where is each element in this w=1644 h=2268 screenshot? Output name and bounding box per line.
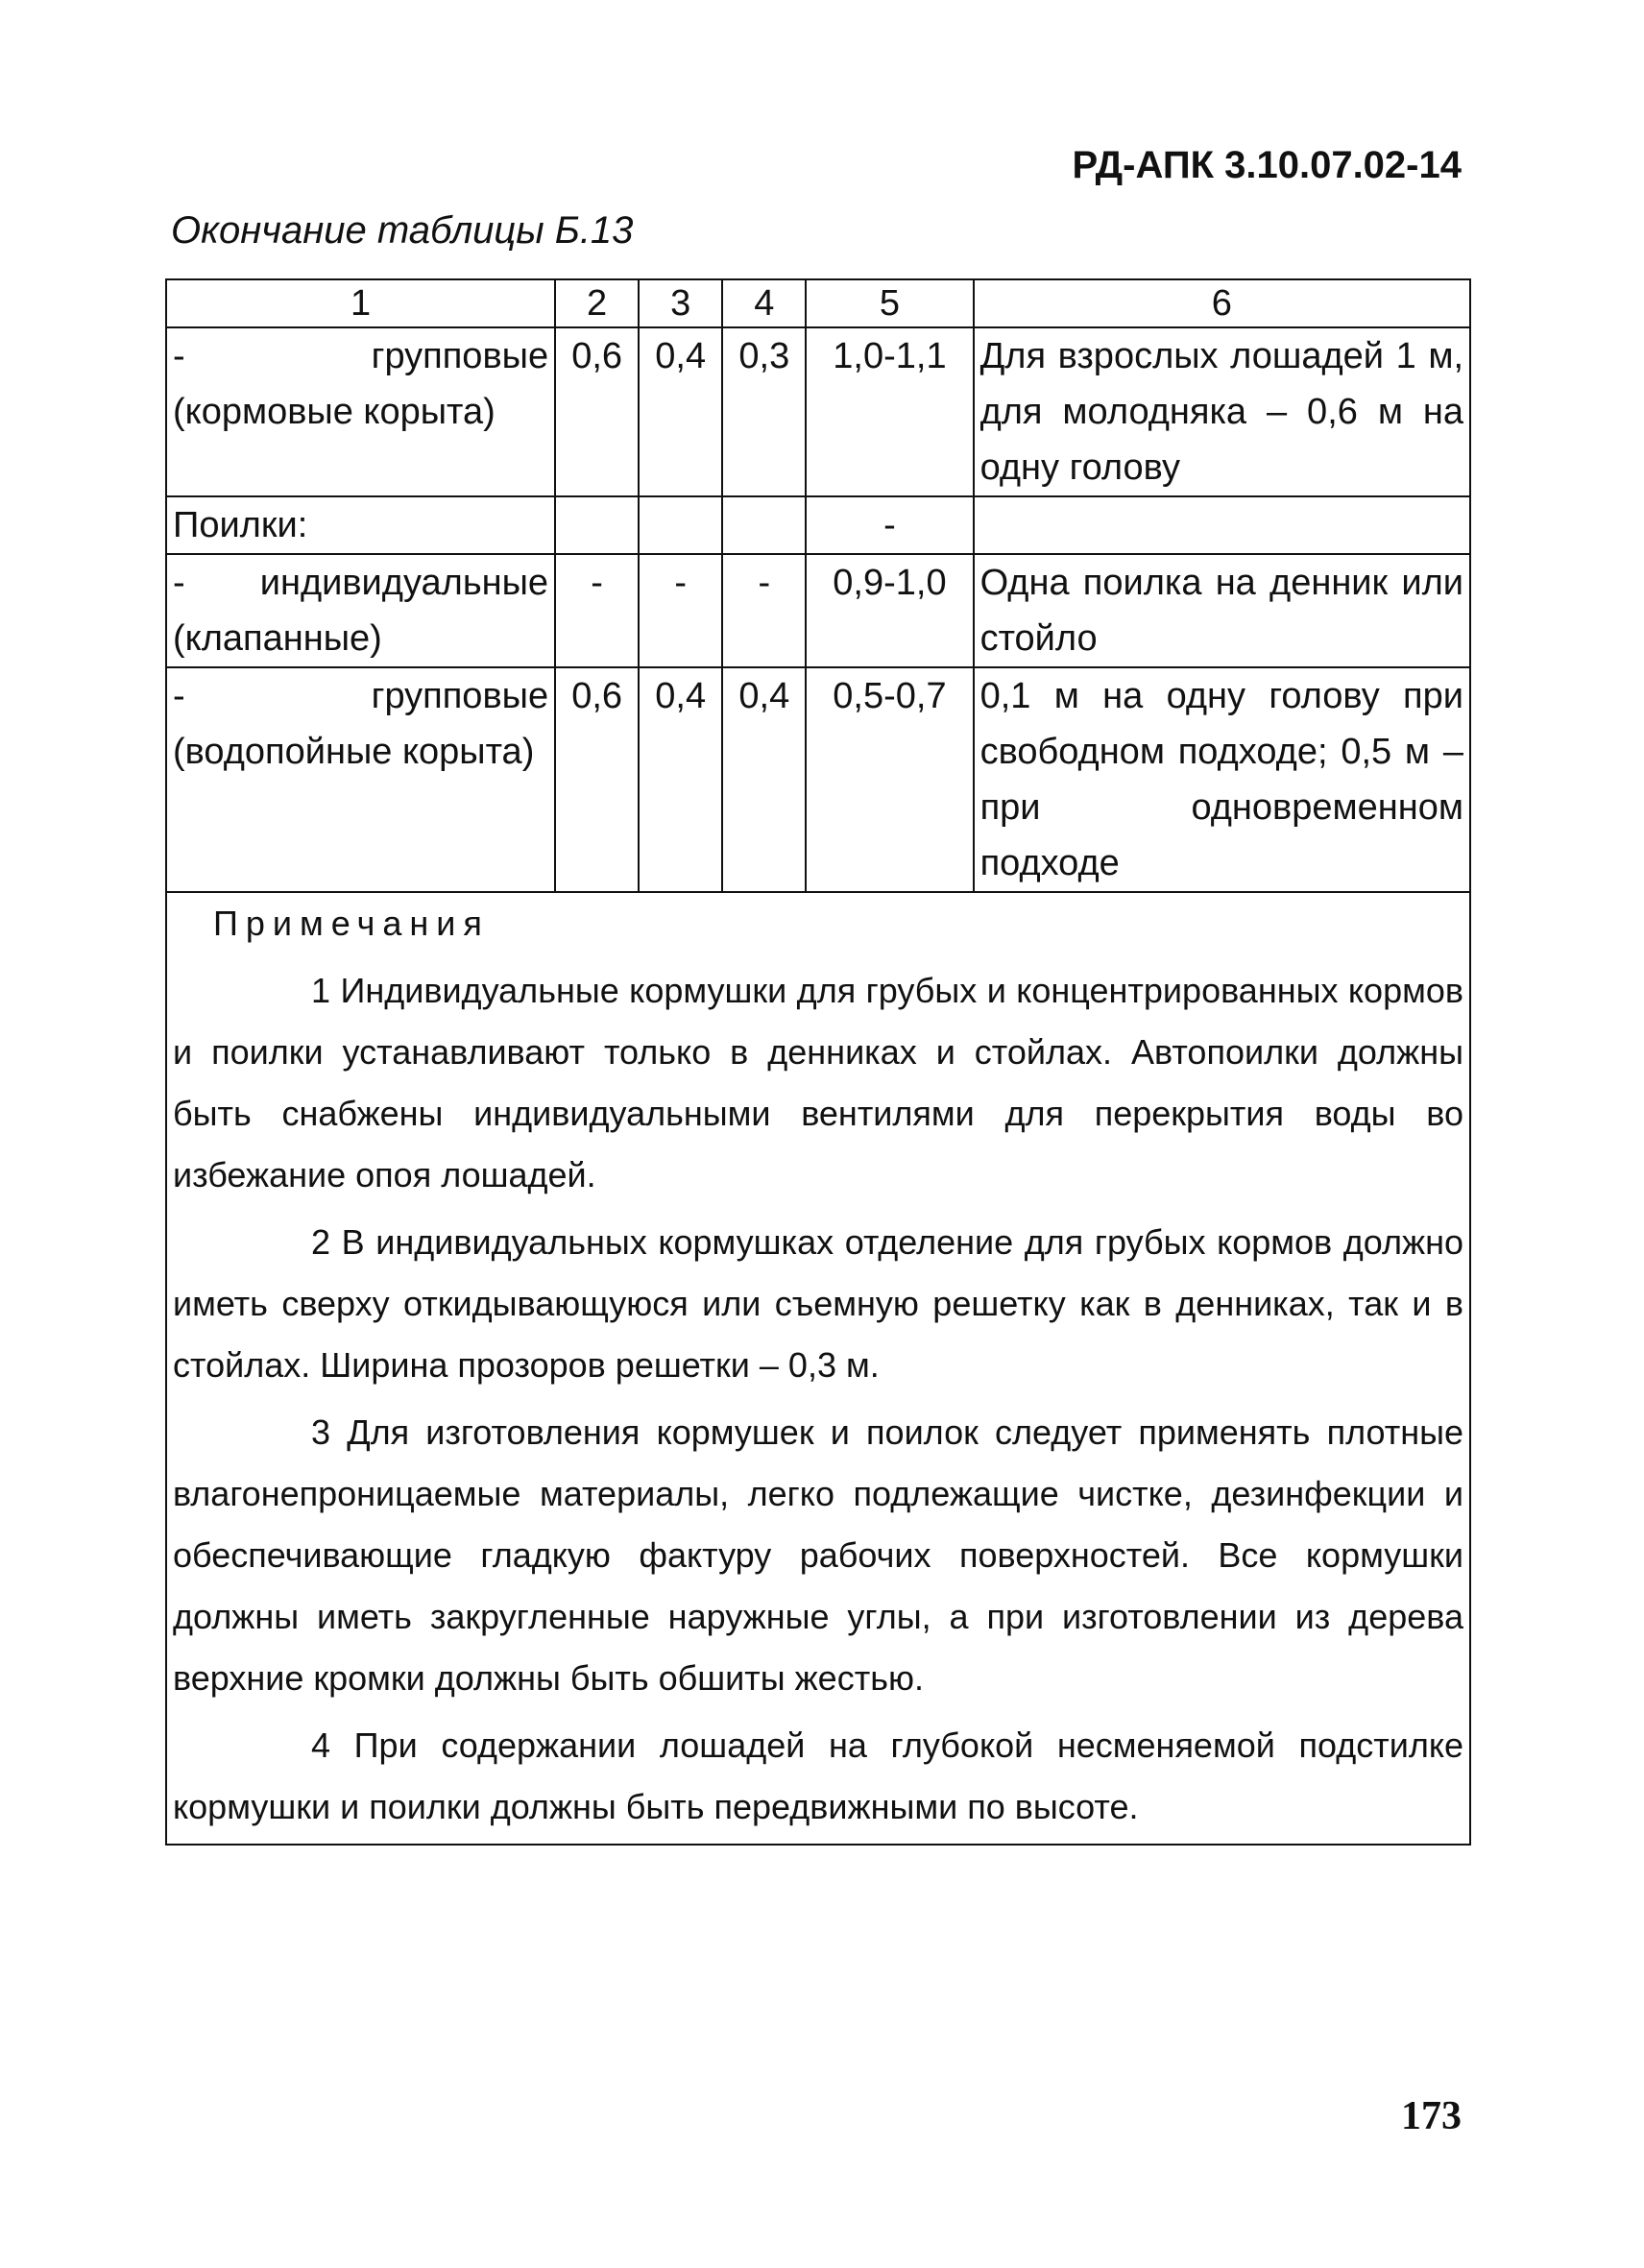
notes-block	[166, 892, 1470, 1845]
table-cell	[722, 496, 806, 554]
column-header: 5	[806, 279, 973, 327]
note-item: 2 В индивидуальных кормушках отделение для грубых кормов должно иметь сверху откидывающуюся или съемную решетку как в денниках, так и в стойлах. Ширина прозоров решетки – 0,3 м.	[173, 1222, 1463, 1385]
row-label: - индивидуальные (клапанные)	[166, 554, 555, 667]
table-row	[166, 496, 1470, 554]
table-cell: 0,5-0,7	[806, 667, 973, 892]
document-code: РД-АПК 3.10.07.02-14	[1072, 144, 1462, 186]
table-caption: Окончание таблицы Б.13	[171, 209, 634, 252]
table-cell: 0,4	[639, 327, 722, 496]
table-cell-note: Для взрослых лошадей 1 м, для молодняка – 0,6 м на одну голову	[974, 327, 1470, 496]
table-cell-note: 0,1 м на одну голову при свободном подходе; 0,5 м – при одновременном подходе	[974, 667, 1470, 892]
table-cell: 1,0-1,1	[806, 327, 973, 496]
table-cell: -	[806, 496, 973, 554]
column-header: 1	[166, 279, 555, 327]
notes-row	[166, 892, 1470, 1845]
table-cell: 0,4	[639, 667, 722, 892]
page-number: 173	[1401, 2094, 1462, 2138]
row-label: - групповые (водопойные корыта)	[166, 667, 555, 892]
table-cell	[555, 496, 639, 554]
table-cell: 0,6	[555, 327, 639, 496]
note-item: 3 Для изготовления кормушек и поилок следует применять плотные влагонепроницаемые материалы, легко подлежащие чистке, дезинфекции и обеспечивающие гладкую фактуру рабочих поверхностей. Все кормушки должны иметь закругленные наружные углы, а при изготовлении из дерева верхние кромки должны быть обшиты жестью.	[173, 1412, 1463, 1698]
note-item: 4 При содержании лошадей на глубокой несменяемой подстилке кормушки и поилки должны быть передвижными по высоте.	[173, 1725, 1463, 1826]
table-cell-note	[974, 496, 1470, 554]
table-header-row	[166, 279, 1470, 327]
table-row	[166, 327, 1470, 496]
table-row	[166, 554, 1470, 667]
row-label: - групповые (кормовые корыта)	[166, 327, 555, 496]
table-cell: 0,6	[555, 667, 639, 892]
data-table	[165, 278, 1471, 1846]
table-cell: -	[722, 554, 806, 667]
notes-title: Примечания	[213, 904, 490, 943]
table-cell: -	[639, 554, 722, 667]
table-cell: 0,3	[722, 327, 806, 496]
table-row	[166, 667, 1470, 892]
note-item: 1 Индивидуальные кормушки для грубых и концентрированных кормов и поилки устанавливают только в денниках и стойлах. Автопоилки должны быть снабжены индивидуальными вентилями для перекрытия воды во избежание опоя лошадей.	[173, 971, 1463, 1194]
column-header: 4	[722, 279, 806, 327]
table-cell-note: Одна поилка на денник или стойло	[974, 554, 1470, 667]
table-cell: 0,4	[722, 667, 806, 892]
row-label: Поилки:	[166, 496, 555, 554]
table-cell: -	[555, 554, 639, 667]
table-cell: 0,9-1,0	[806, 554, 973, 667]
table-cell	[639, 496, 722, 554]
column-header: 6	[974, 279, 1470, 327]
column-header: 3	[639, 279, 722, 327]
column-header: 2	[555, 279, 639, 327]
